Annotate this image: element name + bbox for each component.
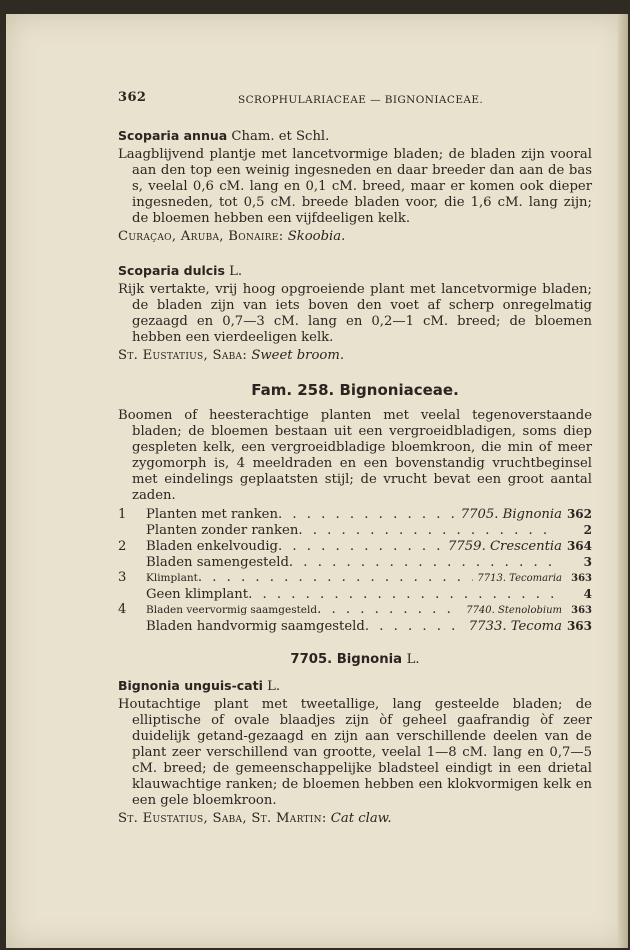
key-row [118, 586, 592, 602]
key-text: Planten zonder ranken [146, 523, 299, 538]
page-edge [618, 14, 628, 948]
key-text: Bladen samengesteld [146, 555, 289, 570]
key-row [118, 618, 592, 634]
page-number: 362 [118, 90, 147, 105]
key-row [118, 570, 592, 586]
key-row [118, 522, 592, 538]
genus-heading [118, 652, 592, 668]
species-distribution [118, 348, 592, 364]
key-leader-dots [317, 602, 462, 618]
key-page: 363 [566, 619, 592, 633]
species-description: Rijk vertakte, vrij hoog opgroeiende plant met lancetvormige bladen; de bladen zijn van iets boven den voet af scherp onregelmatig gezaagd en 0,7—3 cM. lang en 0,2—1 cM. breed; de bloemen hebben een vierdeeligen kelk. [118, 282, 592, 345]
distribution-islands: St. Eustatius, Saba: [118, 348, 248, 363]
species-heading [118, 263, 592, 280]
page-content [118, 90, 592, 827]
key-leader-dots [289, 555, 558, 571]
key-text: Planten met ranken [146, 507, 278, 522]
species-name: Scoparia dulcis [118, 263, 225, 278]
key-number: 4 [118, 602, 127, 617]
genus-number: 7705. [290, 652, 333, 667]
key-text: Bladen handvormig saamgesteld [146, 619, 365, 634]
species-author: L. [267, 679, 281, 694]
book-page [6, 14, 628, 948]
key-reference: 7733. Tecoma [468, 619, 562, 634]
genus-name: Bignonia [336, 652, 403, 667]
key-text: Bladen enkelvoudig [146, 539, 278, 554]
key-page: 2 [583, 523, 592, 537]
key-page: 363 [571, 605, 592, 616]
running-title: SCROPHULARIACEAE — BIGNONIACEAE. [238, 94, 484, 106]
species-distribution [118, 811, 592, 827]
key-leader-dots [365, 619, 465, 635]
key-text: Geen klimplant [146, 587, 249, 602]
key-page: 363 [571, 573, 592, 584]
key-row [118, 506, 592, 522]
family-description: Boomen of heesterachtige planten met veelal tegenoverstaande bladen; de bloemen bestaan uit een vergroeidbladigen, soms diep gespleten kelk, een vergroeidbladige bloemkroon, die min of meer zygomorph is, 4 meeldraden en een bovenstandig vruchtbeginsel met eindelings geplaatsten stijl; de vrucht bevat een groot aantal zaden. [118, 408, 592, 503]
key-text: Klimplant [146, 572, 198, 584]
common-name: Skoobia. [287, 229, 346, 244]
key-page: 364 [566, 539, 592, 553]
common-name: Sweet broom. [251, 348, 345, 363]
key-number: 1 [118, 507, 127, 522]
species-heading [118, 678, 592, 695]
key-reference: 7740. Stenolobium [466, 605, 562, 616]
key-leader-dots [278, 507, 457, 523]
key-leader-dots [198, 570, 474, 586]
species-distribution [118, 229, 592, 245]
species-description: Houtachtige plant met tweetallige, lang gesteelde bladen; de elliptische of ovale blaadjes zijn òf geheel gaafrandig òf zeer duidelijk getand-gezaagd en zijn aan verschillende deelen van de plant zeer verschillend van grootte, veelal 1—8 cM. lang en 0,7—5 cM. breed; de gemeenschappelijke bladsteel eindigt in een drietal klauwachtige ranken; de bloemen hebben een klokvormigen kelk en een gele bloemkroon. [118, 697, 592, 808]
family-heading: Fam. 258. Bignoniaceae. [251, 381, 459, 399]
key-leader-dots [278, 539, 444, 555]
key-page: 3 [583, 555, 592, 569]
key-reference: 7759. Crescentia [448, 539, 562, 554]
species-heading [118, 128, 592, 145]
running-header [118, 90, 592, 110]
key-row [118, 602, 592, 618]
key-reference: 7705. Bignonia [460, 507, 562, 522]
species-name: Bignonia unguis-cati [118, 678, 263, 693]
key-text: Bladen veervormig saamgesteld [146, 604, 318, 616]
key-number: 2 [118, 539, 127, 554]
key-number: 3 [118, 570, 127, 585]
species-author: Cham. et Schl. [231, 129, 330, 144]
identification-key [118, 506, 592, 634]
distribution-islands: St. Eustatius, Saba, St. Martin: [118, 811, 327, 826]
key-page: 362 [566, 507, 592, 521]
species-name: Scoparia annua [118, 128, 228, 143]
species-description: Laagblijvend plantje met lancetvormige bladen; de bladen zijn vooral aan den top een weinig ingesneden en daar breeder dan aan de bas s, veelal 0,6 cM. lang en 0,1 cM. breed, maar er komen ook dieper ingesneden, tot 0,5 cM. breede bladen voor, die 1,6 cM. lang zijn; de bloemen hebben een vijfdeeligen kelk. [118, 147, 592, 226]
key-reference: 7713. Tecomaria [477, 573, 562, 584]
distribution-islands: Curaçao, Aruba, Bonaire: [118, 229, 284, 244]
genus-author: L. [406, 652, 420, 667]
key-leader-dots [248, 587, 558, 603]
key-row [118, 554, 592, 570]
key-row [118, 538, 592, 554]
common-name: Cat claw. [330, 811, 392, 826]
species-author: L. [229, 264, 243, 279]
key-page: 4 [583, 587, 592, 601]
key-leader-dots [298, 523, 558, 539]
